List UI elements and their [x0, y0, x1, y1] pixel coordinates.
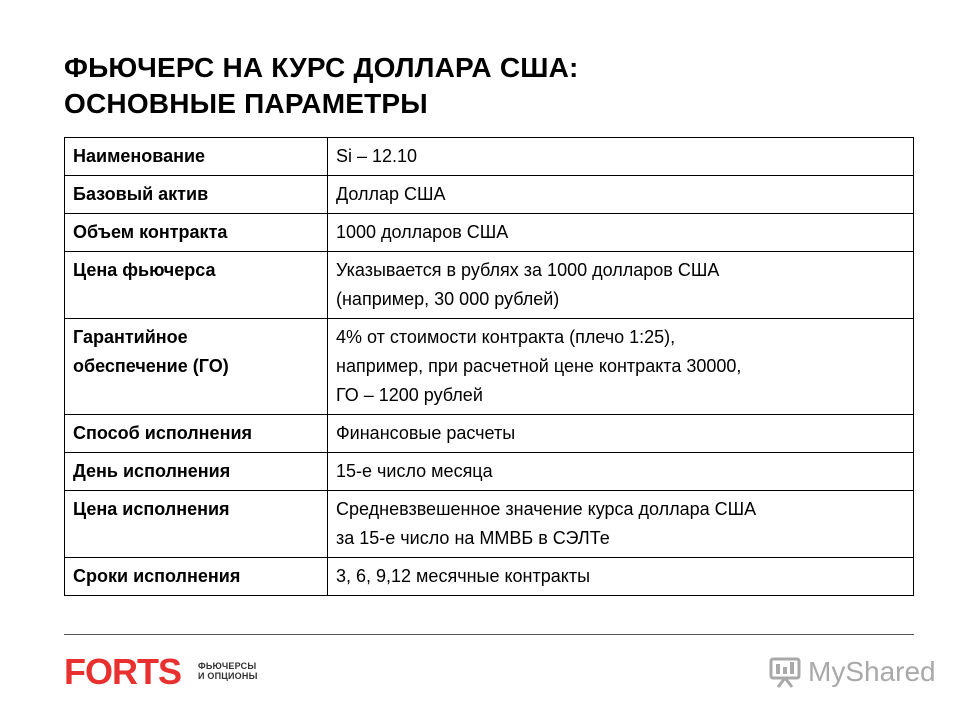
forts-subtitle [198, 661, 258, 681]
table-row [65, 558, 914, 596]
row-label-base-asset: Базовый актив [65, 176, 328, 214]
row-value-settlement-price [328, 491, 914, 558]
table-row [65, 491, 914, 558]
label-line: Гарантийное [73, 327, 188, 347]
row-label-name: Наименование [65, 138, 328, 176]
row-value-settlement-method [328, 415, 914, 453]
value-line: 3, 6, 9,12 месячные контракты [336, 566, 591, 586]
value-line: Средневзвешенное значение курса доллара США [336, 499, 757, 519]
table-row [65, 415, 914, 453]
row-value-contract-volume [328, 214, 914, 252]
row-label-settlement-price: Цена исполнения [65, 491, 328, 558]
table-row [65, 319, 914, 415]
value-line: ГО – 1200 рублей [336, 385, 483, 405]
myshared-label: MyShared [808, 656, 936, 687]
slide-title [64, 50, 884, 122]
slide-title-line-2: ОСНОВНЫЕ ПАРАМЕТРЫ [64, 88, 428, 119]
table-row [65, 453, 914, 491]
table-row [65, 138, 914, 176]
row-label-margin [65, 319, 328, 415]
forts-wordmark-icon [64, 654, 192, 688]
value-line: за 15-е число на ММВБ в СЭЛТе [336, 528, 610, 548]
forts-subtitle-line-1: ФЬЮЧЕРСЫ [198, 661, 257, 671]
value-line: Финансовые расчеты [336, 423, 516, 443]
table-row [65, 214, 914, 252]
row-label-settlement-day: День исполнения [65, 453, 328, 491]
forts-subtitle-line-2: И ОПЦИОНЫ [198, 671, 258, 681]
row-value-margin [328, 319, 914, 415]
table-row [65, 176, 914, 214]
value-line: 4% от стоимости контракта (плечо 1:25), [336, 327, 676, 347]
label-line: обеспечение (ГО) [73, 356, 229, 376]
value-line: (например, 30 000 рублей) [336, 289, 560, 309]
row-value-base-asset [328, 176, 914, 214]
value-line: Si – 12.10 [336, 146, 418, 166]
slide-title-line-1: ФЬЮЧЕРС НА КУРС ДОЛЛАРА США: [64, 52, 579, 83]
forts-logo [64, 654, 258, 688]
value-line: Указывается в рублях за 1000 долларов США [336, 260, 720, 280]
row-value-futures-price [328, 252, 914, 319]
row-label-expiry-terms: Сроки исполнения [65, 558, 328, 596]
row-label-futures-price: Цена фьючерса [65, 252, 328, 319]
value-line: например, при расчетной цене контракта 30000, [336, 356, 742, 376]
value-line: Доллар США [336, 184, 446, 204]
row-value-expiry-terms [328, 558, 914, 596]
row-label-settlement-method: Способ исполнения [65, 415, 328, 453]
row-value-name [328, 138, 914, 176]
presentation-board-icon [768, 655, 802, 689]
table-row [65, 252, 914, 319]
row-label-contract-volume: Объем контракта [65, 214, 328, 252]
forts-wordmark-text: FORTS [64, 654, 181, 688]
row-value-settlement-day [328, 453, 914, 491]
value-line: 1000 долларов США [336, 222, 509, 242]
footer-divider [64, 634, 914, 635]
value-line: 15-е число месяца [336, 461, 493, 481]
parameters-table [64, 137, 914, 596]
myshared-watermark [768, 652, 936, 692]
